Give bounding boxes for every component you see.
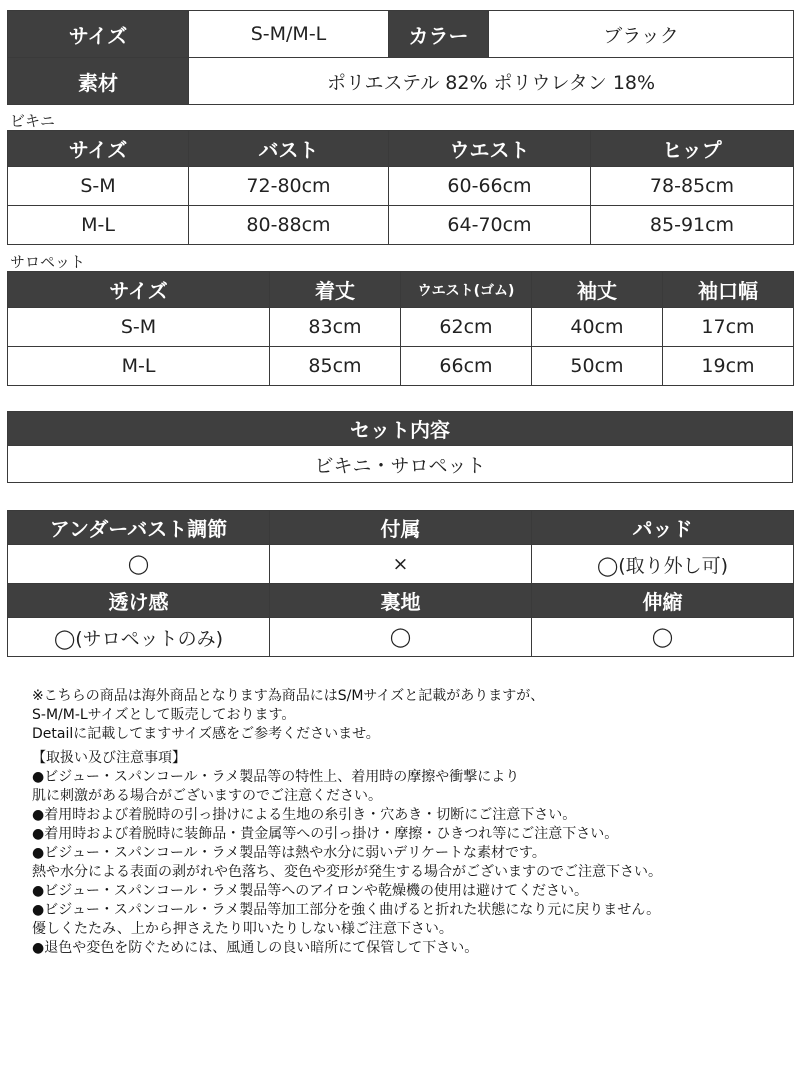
feature-header: 伸縮 bbox=[532, 584, 794, 618]
note-line: ●着用時および着脱時に装飾品・貴金属等への引っ掛け・摩擦・ひきつれ等にご注意下さい。 bbox=[32, 826, 619, 842]
bikini-size-table bbox=[7, 130, 794, 245]
table-cell: 66cm bbox=[401, 347, 532, 386]
table-cell: 64-70cm bbox=[389, 206, 591, 245]
basic-info-table bbox=[7, 10, 794, 105]
feature-header: 裏地 bbox=[270, 584, 532, 618]
note-line: 肌に刺激がある場合がございますのでご注意ください。 bbox=[32, 788, 382, 804]
feature-header: アンダーバスト調節 bbox=[8, 511, 270, 545]
note-line: ●着用時および着脱時の引っ掛けによる生地の糸引き・穴あき・切断にご注意下さい。 bbox=[32, 807, 577, 823]
salopette-label: サロペット bbox=[10, 253, 86, 271]
salopette-header: 着丈 bbox=[270, 272, 401, 308]
bikini-label: ビキニ bbox=[10, 112, 56, 130]
salopette-header: サイズ bbox=[8, 272, 270, 308]
note-line: 熱や水分による表面の剥がれや色落ち、変色や変形が発生する場合がございますのでご注意下さい。 bbox=[32, 864, 662, 880]
note-line: 【取扱い及び注意事項】 bbox=[32, 750, 186, 766]
table-row bbox=[8, 308, 794, 347]
table-cell: 40cm bbox=[532, 308, 663, 347]
feature-value: × bbox=[270, 545, 532, 584]
table-row bbox=[8, 167, 794, 206]
salopette-header: ウエスト(ゴム) bbox=[401, 272, 532, 308]
table-row bbox=[8, 347, 794, 386]
table-cell: 80-88cm bbox=[189, 206, 389, 245]
bikini-header: サイズ bbox=[8, 131, 189, 167]
size-value: S-M/M-L bbox=[189, 11, 389, 58]
note-line: Detailに記載してますサイズ感をご参考くださいませ。 bbox=[32, 726, 380, 742]
feature-value: ◯(取り外し可) bbox=[532, 545, 794, 584]
note-line: ●退色や変色を防ぐためには、風通しの良い暗所にて保管して下さい。 bbox=[32, 940, 479, 956]
table-cell: 17cm bbox=[663, 308, 794, 347]
note-line: ※こちらの商品は海外商品となります為商品にはS/Mサイズと記載がありますが、 bbox=[32, 688, 545, 704]
color-label: カラー bbox=[389, 11, 489, 58]
table-cell: M-L bbox=[8, 347, 270, 386]
table-cell: 78-85cm bbox=[591, 167, 794, 206]
color-value: ブラック bbox=[489, 11, 794, 58]
salopette-header: 袖口幅 bbox=[663, 272, 794, 308]
table-cell: 85cm bbox=[270, 347, 401, 386]
note-line: ●ビジュー・スパンコール・ラメ製品等へのアイロンや乾燥機の使用は避けてください。 bbox=[32, 883, 588, 899]
note-line: ●ビジュー・スパンコール・ラメ製品等加工部分を強く曲げると折れた状態になり元に戻りません。 bbox=[32, 902, 661, 918]
table-cell: 72-80cm bbox=[189, 167, 389, 206]
bikini-header: ヒップ bbox=[591, 131, 794, 167]
bikini-header: ウエスト bbox=[389, 131, 591, 167]
table-cell: 85-91cm bbox=[591, 206, 794, 245]
feature-header: 透け感 bbox=[8, 584, 270, 618]
set-contents-value: ビキニ・サロペット bbox=[8, 446, 793, 483]
table-cell: M-L bbox=[8, 206, 189, 245]
note-line: 優しくたたみ、上から押さえたり叩いたりしない様ご注意下さい。 bbox=[32, 921, 453, 937]
salopette-header: 袖丈 bbox=[532, 272, 663, 308]
feature-value: ◯ bbox=[8, 545, 270, 584]
set-contents-table bbox=[7, 411, 793, 483]
care-notes bbox=[32, 687, 662, 958]
note-line: S-M/M-Lサイズとして販売しております。 bbox=[32, 707, 296, 723]
note-line: ●ビジュー・スパンコール・ラメ製品等の特性上、着用時の摩擦や衝撃により bbox=[32, 769, 520, 785]
bikini-header: バスト bbox=[189, 131, 389, 167]
table-cell: 60-66cm bbox=[389, 167, 591, 206]
table-row bbox=[8, 206, 794, 245]
material-value: ポリエステル 82% ポリウレタン 18% bbox=[189, 58, 794, 105]
table-cell: 62cm bbox=[401, 308, 532, 347]
table-cell: 19cm bbox=[663, 347, 794, 386]
features-table bbox=[7, 510, 794, 657]
salopette-size-table bbox=[7, 271, 794, 386]
set-contents-header: セット内容 bbox=[8, 412, 793, 446]
feature-header: 付属 bbox=[270, 511, 532, 545]
note-line: ●ビジュー・スパンコール・ラメ製品等は熱や水分に弱いデリケートな素材です。 bbox=[32, 845, 546, 861]
size-label: サイズ bbox=[8, 11, 189, 58]
table-cell: S-M bbox=[8, 167, 189, 206]
table-cell: 83cm bbox=[270, 308, 401, 347]
table-cell: 50cm bbox=[532, 347, 663, 386]
table-cell: S-M bbox=[8, 308, 270, 347]
material-label: 素材 bbox=[8, 58, 189, 105]
feature-header: パッド bbox=[532, 511, 794, 545]
feature-value: ◯(サロペットのみ) bbox=[8, 618, 270, 657]
feature-value: ◯ bbox=[532, 618, 794, 657]
feature-value: ◯ bbox=[270, 618, 532, 657]
